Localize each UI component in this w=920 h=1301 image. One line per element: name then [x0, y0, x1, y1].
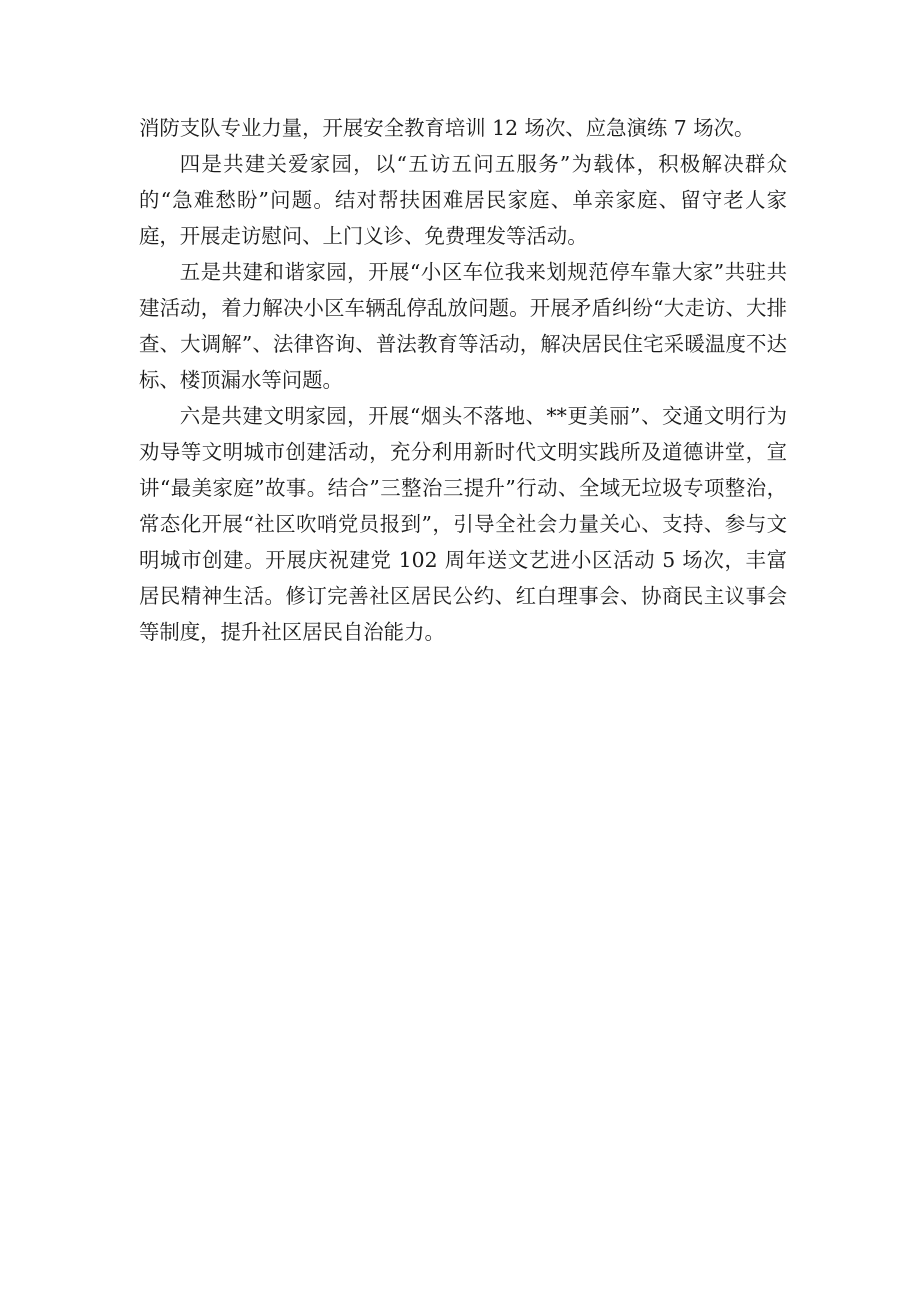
document-body: [139, 110, 787, 650]
paragraph-caring-home: 四是共建关爱家园，以“五访五问五服务”为载体，积极解决群众的“急难愁盼”问题。结对帮扶困难居民家庭、单亲家庭、留守老人家庭，开展走访慰问、上门义诊、免费理发等活动。: [139, 152, 787, 248]
paragraph-civilized-home: 六是共建文明家园，开展“烟头不落地、**更美丽”、交通文明行为劝导等文明城市创建活动，充分利用新时代文明实践所及道德讲堂，宣讲“最美家庭”故事。结合”三整治三提升”行动、全域无垃圾专项整治，常态化开展“社区吹哨党员报到”，引导全社会力量关心、支持、参与文明城市创建。开展庆祝建党 102 周年送文艺进小区活动 5 场次，丰富居民精神生活。修订完善社区居民公约、红白理事会、协商民主议事会等制度，提升社区居民自治能力。: [139, 404, 787, 644]
paragraph-fire-safety: 消防支队专业力量，开展安全教育培训 12 场次、应急演练 7 场次。: [139, 116, 755, 140]
paragraph-harmonious-home: 五是共建和谐家园，开展“小区车位我来划规范停车靠大家”共驻共建活动，着力解决小区车辆乱停乱放问题。开展矛盾纠纷“大走访、大排查、大调解”、法律咨询、普法教育等活动，解决居民住宅采暖温度不达标、楼顶漏水等问题。: [139, 260, 787, 392]
